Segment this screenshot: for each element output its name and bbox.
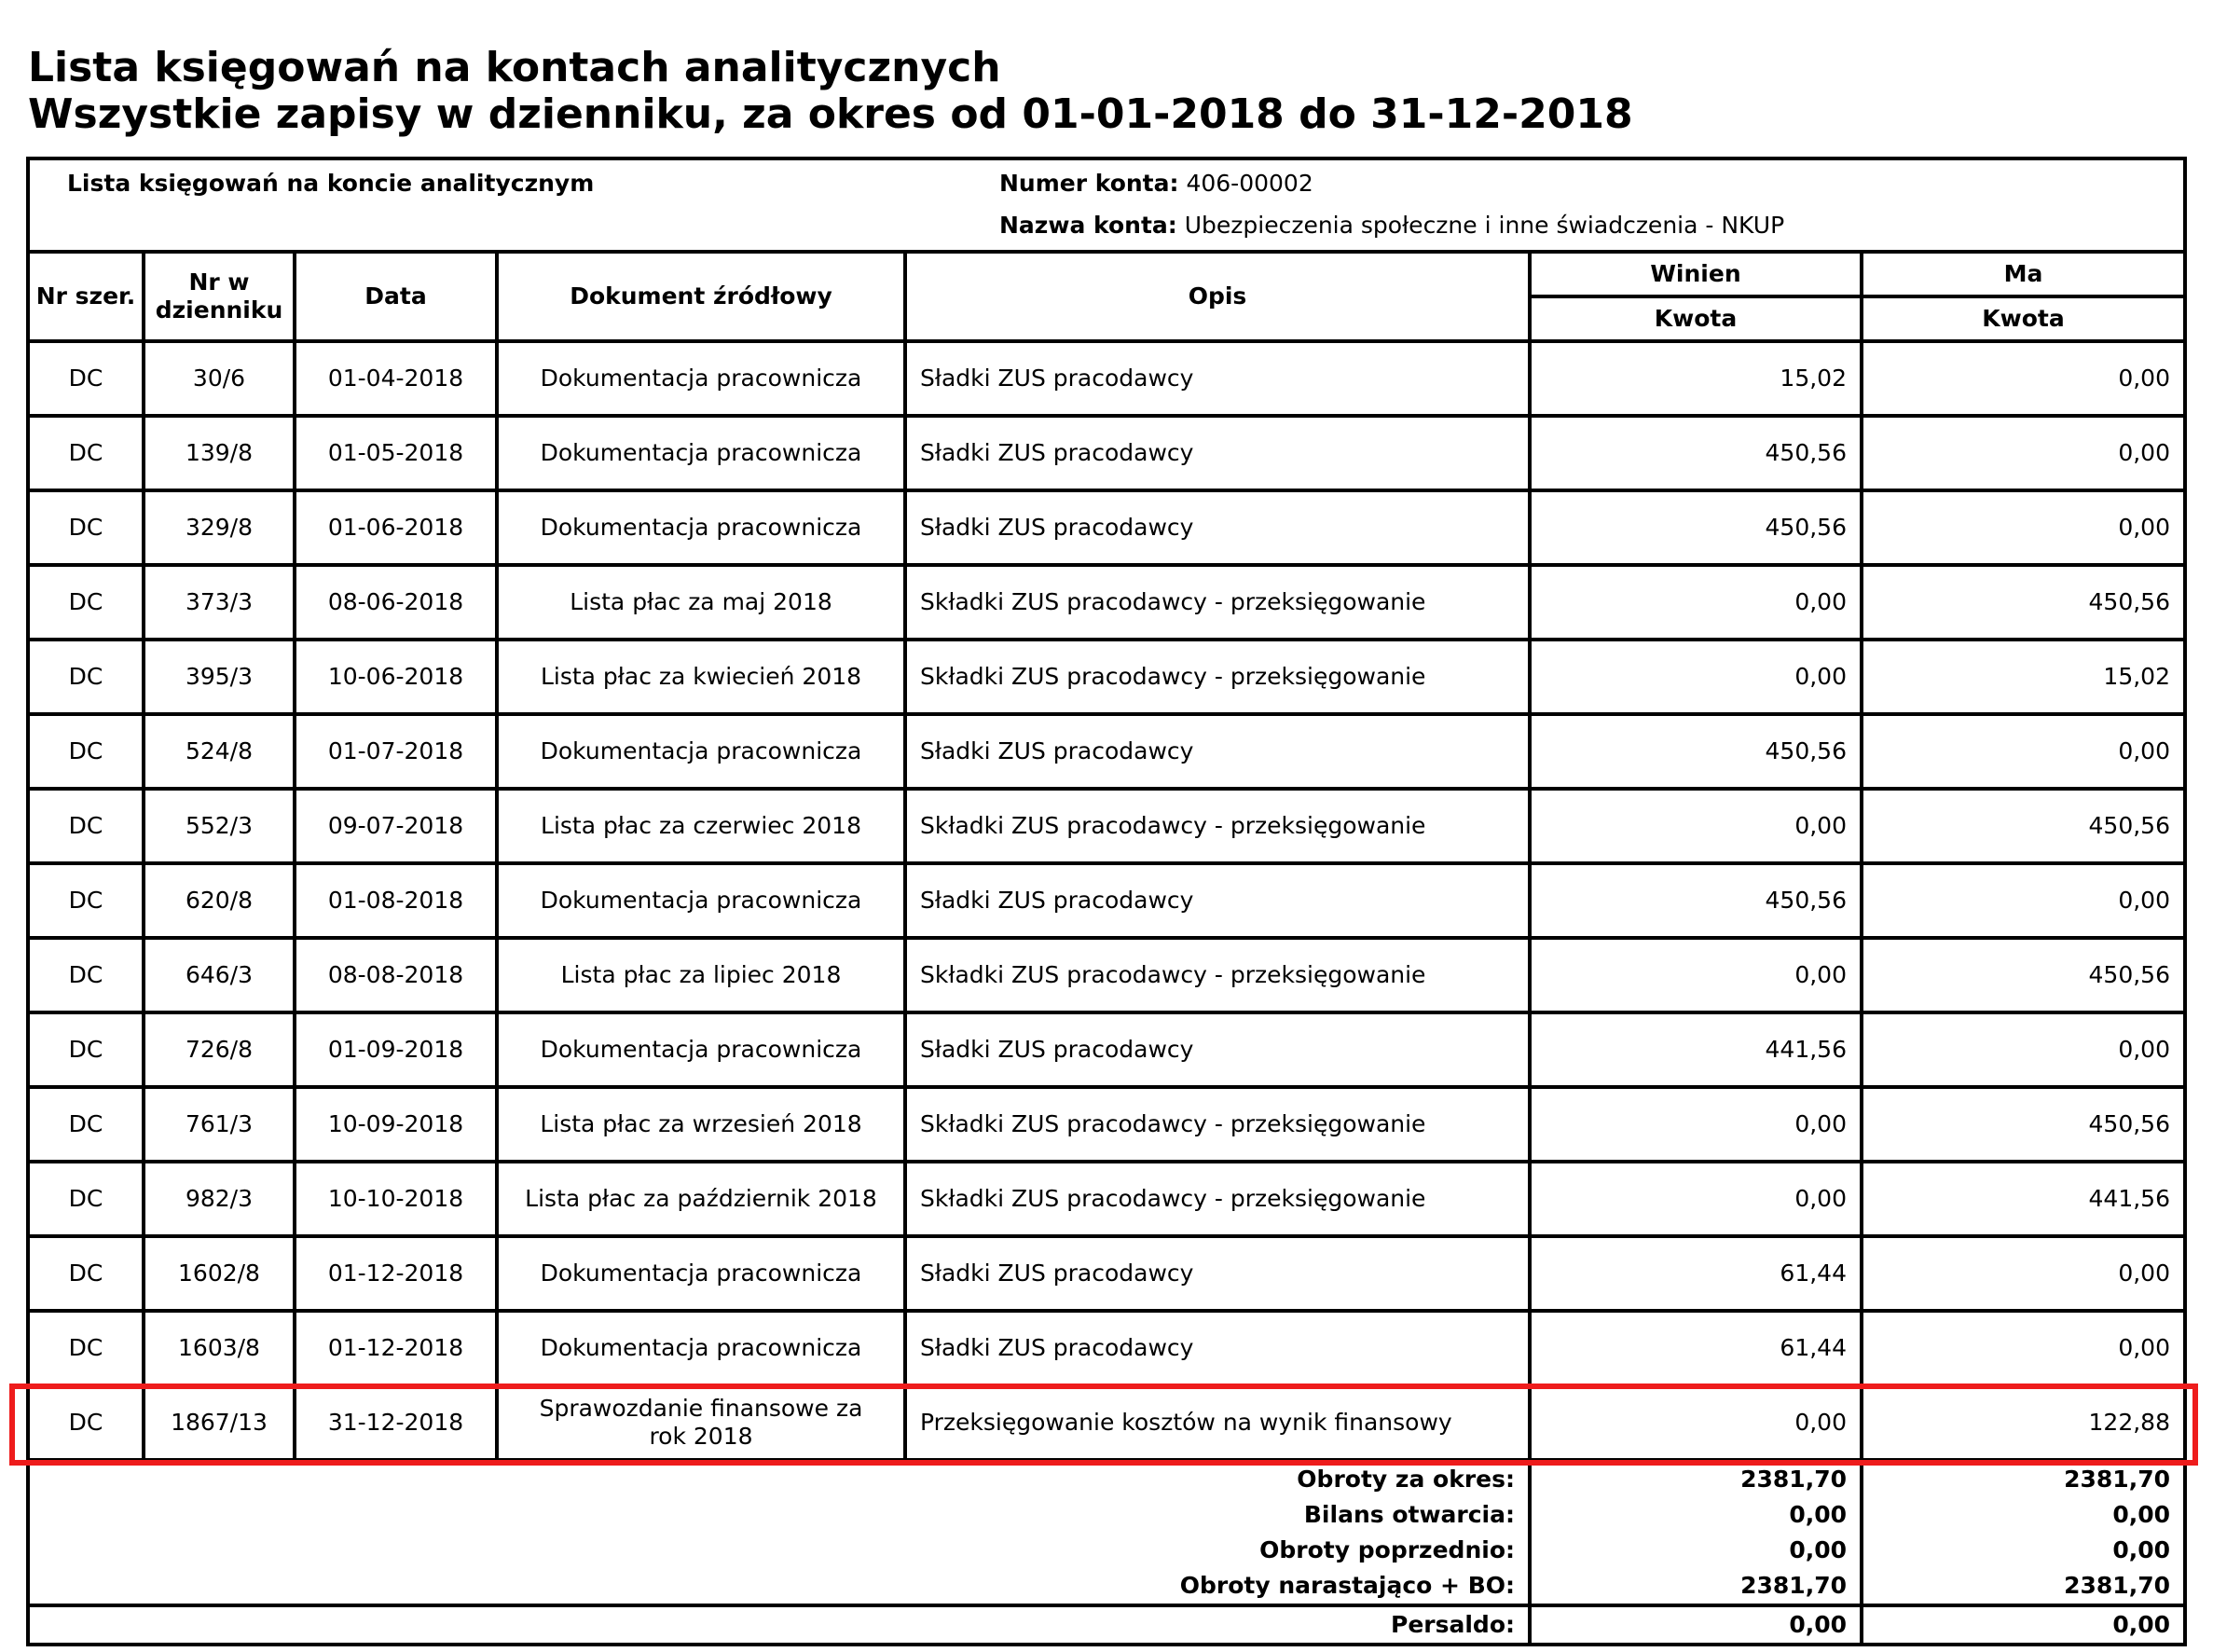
cell-winien: 450,56 xyxy=(1530,714,1862,789)
cell-ma: 15,02 xyxy=(1862,640,2183,714)
cell-winien: 61,44 xyxy=(1530,1311,1862,1385)
cell-dokument: Dokumentacja pracownicza xyxy=(497,1012,905,1087)
cell-dokument: Lista płac za wrzesień 2018 xyxy=(497,1087,905,1162)
table-row xyxy=(30,1385,2183,1460)
table-row xyxy=(30,1311,2183,1385)
cell-dokument: Dokumentacja pracownicza xyxy=(497,714,905,789)
cell-winien: 0,00 xyxy=(1530,1087,1862,1162)
persaldo-ma: 0,00 xyxy=(1862,1605,2183,1643)
cell-winien: 441,56 xyxy=(1530,1012,1862,1087)
cell-seria: DC xyxy=(30,1385,144,1460)
col-dokument: Dokument źródłowy xyxy=(497,254,905,341)
cell-data: 01-09-2018 xyxy=(295,1012,497,1087)
cell-ma: 0,00 xyxy=(1862,1311,2183,1385)
table-row xyxy=(30,1162,2183,1236)
cell-dokument: Dokumentacja pracownicza xyxy=(497,1311,905,1385)
cell-ma: 122,88 xyxy=(1862,1385,2183,1460)
cell-seria: DC xyxy=(30,789,144,863)
cell-data: 10-06-2018 xyxy=(295,640,497,714)
cell-dokument: Dokumentacja pracownicza xyxy=(497,341,905,416)
cell-seria: DC xyxy=(30,490,144,565)
cell-nr-dziennik: 552/3 xyxy=(144,789,295,863)
cell-opis: Składki ZUS pracodawcy - przeksięgowanie xyxy=(905,1162,1530,1236)
table-row xyxy=(30,341,2183,416)
cell-winien: 0,00 xyxy=(1530,565,1862,640)
cell-seria: DC xyxy=(30,416,144,490)
cell-ma: 441,56 xyxy=(1862,1162,2183,1236)
totals-label: Obroty narastająco + BO: xyxy=(1179,1572,1515,1599)
cell-opis: Przeksięgowanie kosztów na wynik finansowy xyxy=(905,1385,1530,1460)
cell-dokument: Sprawozdanie finansowe za rok 2018 xyxy=(497,1385,905,1460)
persaldo-label: Persaldo: xyxy=(30,1605,1530,1643)
cell-ma: 0,00 xyxy=(1862,863,2183,938)
account-name-label: Nazwa konta: xyxy=(999,212,1177,239)
cell-data: 01-12-2018 xyxy=(295,1311,497,1385)
table-row xyxy=(30,490,2183,565)
totals-row xyxy=(30,1497,2183,1533)
col-ma-kwota: Kwota xyxy=(1862,296,2183,341)
cell-data: 09-07-2018 xyxy=(295,789,497,863)
cell-data: 01-12-2018 xyxy=(295,1236,497,1311)
totals-row xyxy=(30,1533,2183,1568)
totals-ma: 2381,70 xyxy=(1862,1462,2183,1497)
table-row xyxy=(30,938,2183,1012)
cell-ma: 450,56 xyxy=(1862,789,2183,863)
persaldo-winien: 0,00 xyxy=(1530,1605,1862,1643)
cell-nr-dziennik: 1603/8 xyxy=(144,1311,295,1385)
cell-winien: 61,44 xyxy=(1530,1236,1862,1311)
cell-data: 01-05-2018 xyxy=(295,416,497,490)
cell-winien: 0,00 xyxy=(1530,1385,1862,1460)
cell-nr-dziennik: 395/3 xyxy=(144,640,295,714)
cell-seria: DC xyxy=(30,1012,144,1087)
cell-opis: Składki ZUS pracodawcy - przeksięgowanie xyxy=(905,640,1530,714)
totals-label: Obroty poprzednio: xyxy=(1259,1536,1515,1563)
cell-opis: Sładki ZUS pracodawcy xyxy=(905,341,1530,416)
cell-data: 01-06-2018 xyxy=(295,490,497,565)
col-nr-szer: Nr szer. xyxy=(30,254,144,341)
totals-winien: 2381,70 xyxy=(1530,1462,1862,1497)
cell-nr-dziennik: 620/8 xyxy=(144,863,295,938)
cell-dokument: Dokumentacja pracownicza xyxy=(497,416,905,490)
table-row xyxy=(30,565,2183,640)
totals-winien: 0,00 xyxy=(1530,1497,1862,1533)
cell-opis: Sładki ZUS pracodawcy xyxy=(905,1236,1530,1311)
cell-ma: 0,00 xyxy=(1862,1012,2183,1087)
cell-ma: 0,00 xyxy=(1862,416,2183,490)
cell-opis: Składki ZUS pracodawcy - przeksięgowanie xyxy=(905,565,1530,640)
cell-nr-dziennik: 373/3 xyxy=(144,565,295,640)
account-number-label: Numer konta: xyxy=(999,170,1179,197)
cell-seria: DC xyxy=(30,938,144,1012)
cell-data: 08-06-2018 xyxy=(295,565,497,640)
cell-dokument: Dokumentacja pracownicza xyxy=(497,1236,905,1311)
cell-nr-dziennik: 982/3 xyxy=(144,1162,295,1236)
totals-ma: 0,00 xyxy=(1862,1533,2183,1568)
cell-ma: 450,56 xyxy=(1862,1087,2183,1162)
cell-opis: Składki ZUS pracodawcy - przeksięgowanie xyxy=(905,789,1530,863)
totals-winien: 2381,70 xyxy=(1530,1568,1862,1605)
table-row xyxy=(30,1236,2183,1311)
cell-seria: DC xyxy=(30,341,144,416)
cell-nr-dziennik: 761/3 xyxy=(144,1087,295,1162)
col-winien: Winien xyxy=(1530,254,1862,296)
totals-row xyxy=(30,1568,2183,1605)
cell-seria: DC xyxy=(30,1087,144,1162)
cell-seria: DC xyxy=(30,1311,144,1385)
table-row xyxy=(30,1012,2183,1087)
cell-seria: DC xyxy=(30,565,144,640)
table-row xyxy=(30,640,2183,714)
account-info xyxy=(30,160,2183,254)
cell-data: 08-08-2018 xyxy=(295,938,497,1012)
cell-seria: DC xyxy=(30,1162,144,1236)
table-row xyxy=(30,1087,2183,1162)
cell-ma: 0,00 xyxy=(1862,490,2183,565)
cell-dokument: Lista płac za lipiec 2018 xyxy=(497,938,905,1012)
col-opis: Opis xyxy=(905,254,1530,341)
table-row xyxy=(30,863,2183,938)
cell-data: 10-10-2018 xyxy=(295,1162,497,1236)
cell-winien: 450,56 xyxy=(1530,416,1862,490)
account-section-label: Lista księgowań na koncie analitycznym xyxy=(67,170,595,197)
col-winien-kwota: Kwota xyxy=(1530,296,1862,341)
cell-nr-dziennik: 524/8 xyxy=(144,714,295,789)
account-number-value: 406-00002 xyxy=(1186,170,1313,197)
totals-ma: 0,00 xyxy=(1862,1497,2183,1533)
account-name xyxy=(999,212,1784,239)
cell-ma: 0,00 xyxy=(1862,341,2183,416)
cell-nr-dziennik: 726/8 xyxy=(144,1012,295,1087)
totals-label: Obroty za okres: xyxy=(1297,1466,1515,1493)
cell-winien: 450,56 xyxy=(1530,863,1862,938)
cell-data: 01-07-2018 xyxy=(295,714,497,789)
cell-nr-dziennik: 139/8 xyxy=(144,416,295,490)
cell-ma: 0,00 xyxy=(1862,1236,2183,1311)
cell-seria: DC xyxy=(30,714,144,789)
cell-winien: 0,00 xyxy=(1530,789,1862,863)
cell-opis: Sładki ZUS pracodawcy xyxy=(905,490,1530,565)
totals-rows xyxy=(30,1462,2183,1643)
cell-seria: DC xyxy=(30,863,144,938)
cell-winien: 0,00 xyxy=(1530,938,1862,1012)
report-title xyxy=(28,45,1633,138)
totals-label: Bilans otwarcia: xyxy=(1303,1501,1515,1528)
cell-opis: Sładki ZUS pracodawcy xyxy=(905,416,1530,490)
cell-dokument: Lista płac za kwiecień 2018 xyxy=(497,640,905,714)
ledger-rows xyxy=(30,341,2183,1460)
cell-nr-dziennik: 1867/13 xyxy=(144,1385,295,1460)
cell-nr-dziennik: 329/8 xyxy=(144,490,295,565)
table-row xyxy=(30,789,2183,863)
cell-opis: Sładki ZUS pracodawcy xyxy=(905,1311,1530,1385)
persaldo-row xyxy=(30,1605,2183,1643)
col-ma: Ma xyxy=(1862,254,2183,296)
cell-opis: Sładki ZUS pracodawcy xyxy=(905,1012,1530,1087)
cell-opis: Składki ZUS pracodawcy - przeksięgowanie xyxy=(905,1087,1530,1162)
cell-dokument: Lista płac za październik 2018 xyxy=(497,1162,905,1236)
cell-opis: Sładki ZUS pracodawcy xyxy=(905,863,1530,938)
cell-winien: 15,02 xyxy=(1530,341,1862,416)
cell-data: 01-04-2018 xyxy=(295,341,497,416)
account-number xyxy=(999,170,1313,197)
cell-dokument: Lista płac za maj 2018 xyxy=(497,565,905,640)
totals-ma: 2381,70 xyxy=(1862,1568,2183,1605)
totals-winien: 0,00 xyxy=(1530,1533,1862,1568)
cell-nr-dziennik: 1602/8 xyxy=(144,1236,295,1311)
cell-winien: 450,56 xyxy=(1530,490,1862,565)
cell-dokument: Lista płac za czerwiec 2018 xyxy=(497,789,905,863)
cell-data: 01-08-2018 xyxy=(295,863,497,938)
cell-ma: 0,00 xyxy=(1862,714,2183,789)
totals-table xyxy=(30,1462,2183,1643)
report-title-line2: Wszystkie zapisy w dzienniku, za okres od 01-01-2018 do 31-12-2018 xyxy=(28,90,1633,138)
cell-winien: 0,00 xyxy=(1530,640,1862,714)
account-name-value: Ubezpieczenia społeczne i inne świadczenia - NKUP xyxy=(1184,212,1785,239)
cell-nr-dziennik: 30/6 xyxy=(144,341,295,416)
table-row xyxy=(30,416,2183,490)
cell-opis: Sładki ZUS pracodawcy xyxy=(905,714,1530,789)
cell-data: 10-09-2018 xyxy=(295,1087,497,1162)
cell-ma: 450,56 xyxy=(1862,938,2183,1012)
cell-dokument: Dokumentacja pracownicza xyxy=(497,490,905,565)
cell-seria: DC xyxy=(30,1236,144,1311)
col-nr-dziennik: Nr w dzienniku xyxy=(144,254,295,341)
ledger-frame xyxy=(26,157,2187,1646)
cell-ma: 450,56 xyxy=(1862,565,2183,640)
cell-dokument: Dokumentacja pracownicza xyxy=(497,863,905,938)
cell-nr-dziennik: 646/3 xyxy=(144,938,295,1012)
col-data: Data xyxy=(295,254,497,341)
table-row xyxy=(30,714,2183,789)
ledger-table xyxy=(30,254,2183,1462)
cell-winien: 0,00 xyxy=(1530,1162,1862,1236)
cell-data: 31-12-2018 xyxy=(295,1385,497,1460)
cell-seria: DC xyxy=(30,640,144,714)
cell-opis: Składki ZUS pracodawcy - przeksięgowanie xyxy=(905,938,1530,1012)
totals-row xyxy=(30,1462,2183,1497)
report-title-line1: Lista księgowań na kontach analitycznych xyxy=(28,44,1001,91)
